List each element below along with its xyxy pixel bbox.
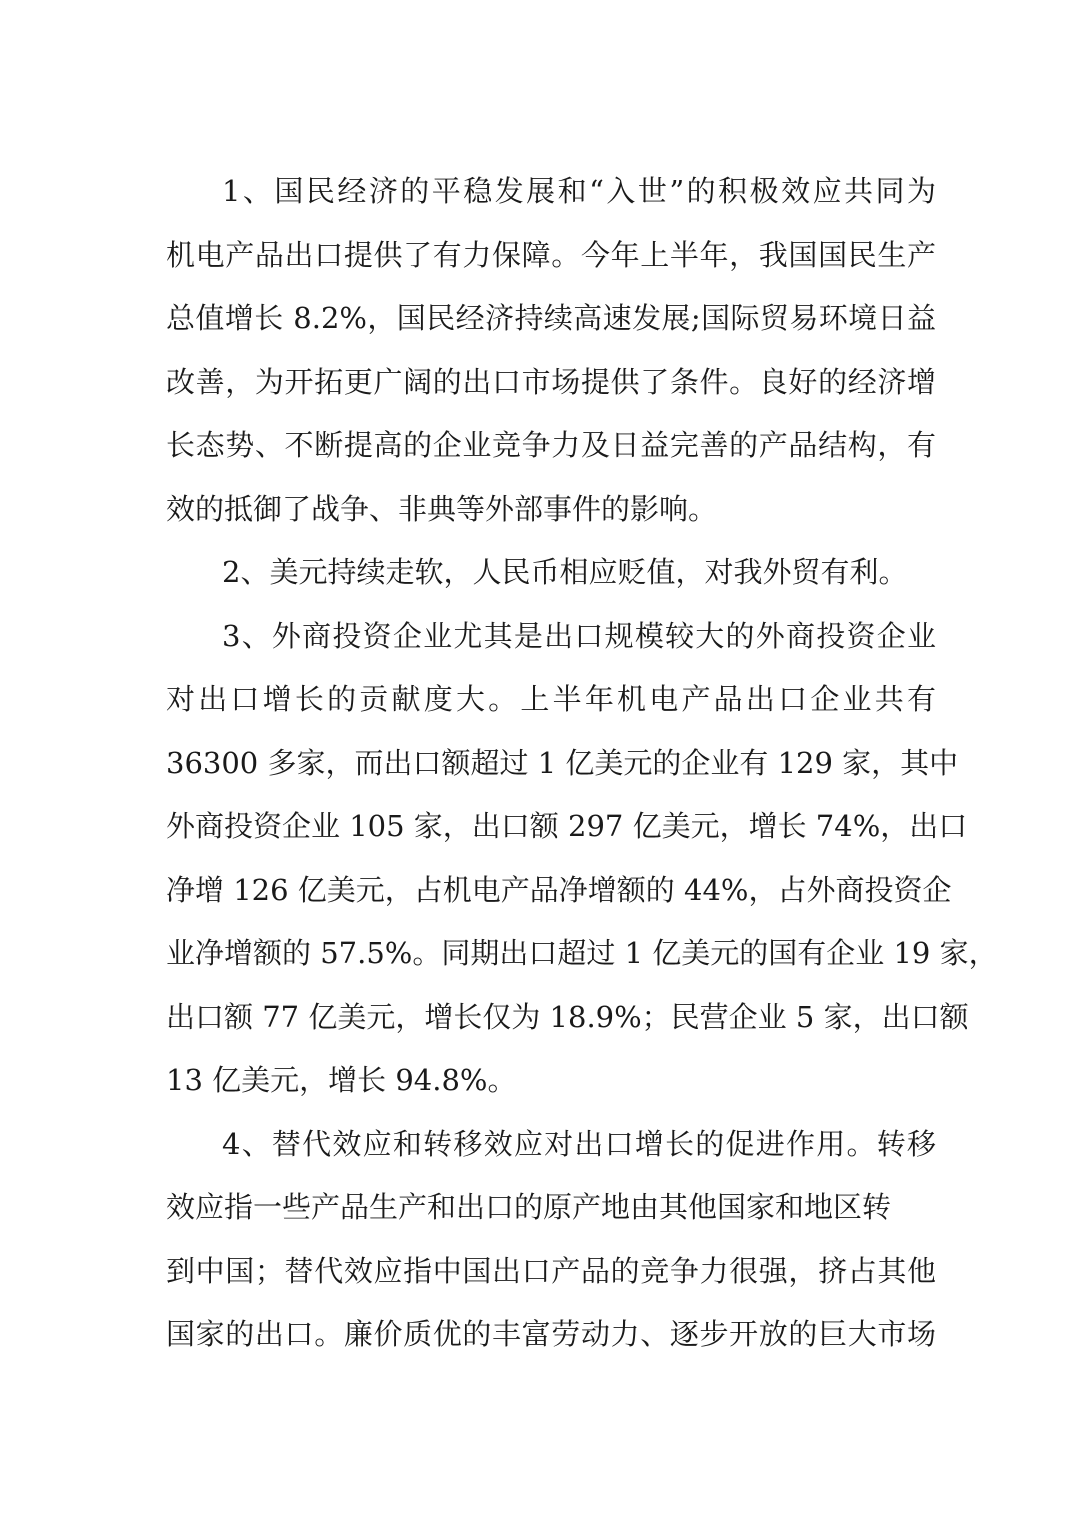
body-text bbox=[166, 160, 998, 1367]
paragraph-4-line-4: 国家的出口。廉价质优的丰富劳动力、逐步开放的巨大市场 bbox=[166, 1317, 936, 1351]
paragraph-4-line-3: 到中国；替代效应指中国出口产品的竞争力很强，挤占其他 bbox=[166, 1253, 936, 1288]
paragraph-1-line-3: 总值增长 8.2%，国民经济持续高速发展;国际贸易环境日益 bbox=[166, 301, 936, 335]
paragraph-4-line-1: 4、替代效应和转移效应对出口增长的促进作用。转移 bbox=[222, 1126, 936, 1161]
paragraph-1-line-5: 长态势、不断提高的企业竞争力及日益完善的产品结构，有 bbox=[166, 428, 936, 462]
paragraph-1-line-1: 1、国民经济的平稳发展和“入世”的积极效应共同为 bbox=[222, 174, 936, 208]
paragraph-3-line-2: 对出口增长的贡献度大。上半年机电产品出口企业共有 bbox=[166, 682, 936, 716]
paragraph-1-line-4: 改善，为开拓更广阔的出口市场提供了条件。良好的经济增 bbox=[166, 364, 936, 399]
paragraph-3-line-8: 13 亿美元，增长 94.8%。 bbox=[166, 1063, 517, 1097]
paragraph-1-line-2: 机电产品出口提供了有力保障。今年上半年，我国国民生产 bbox=[166, 237, 936, 272]
paragraph-3-line-1: 3、外商投资企业尤其是出口规模较大的外商投资企业 bbox=[222, 618, 936, 653]
paragraph-4-line-2: 效应指一些产品生产和出口的原产地由其他国家和地区转 bbox=[166, 1190, 892, 1224]
paragraph-3-line-5: 净增 126 亿美元，占机电产品净增额的 44%，占外商投资企 bbox=[166, 872, 952, 907]
paragraph-3-line-4: 外商投资企业 105 家，出口额 297 亿美元，增长 74%，出口 bbox=[166, 809, 968, 843]
paragraph-3-line-6: 业净增额的 57.5%。同期出口超过 1 亿美元的国有企业 19 家， bbox=[166, 936, 998, 970]
paragraph-2-line-1: 2、美元持续走软，人民币相应贬值，对我外贸有利。 bbox=[222, 555, 908, 589]
paragraph-3-line-3: 36300 多家，而出口额超过 1 亿美元的企业有 129 家，其中 bbox=[166, 745, 959, 780]
paragraph-1-line-6: 效的抵御了战争、非典等外部事件的影响。 bbox=[166, 491, 718, 526]
paragraph-3-line-7: 出口额 77 亿美元，增长仅为 18.9%；民营企业 5 家，出口额 bbox=[166, 999, 969, 1034]
